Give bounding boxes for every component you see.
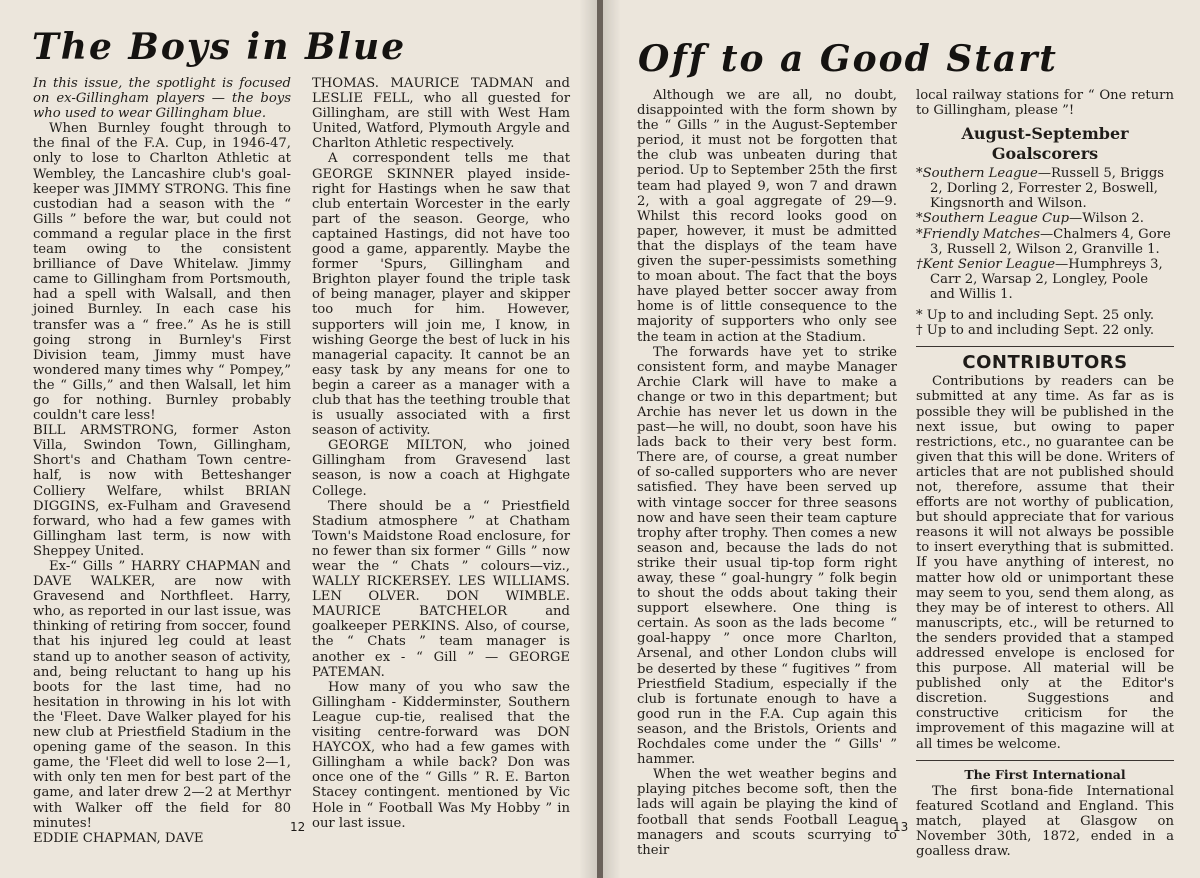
- goalscorer-entry: [916, 166, 1174, 211]
- scorer-names: —Humphreys 3, Carr 2, Warsap 2, Longley, Poole and Willis 1.: [930, 256, 1163, 302]
- first-international-heading: The First International: [964, 766, 1126, 782]
- article-title-good-start: Off to a Good Start: [638, 38, 1058, 80]
- paragraph: BILL ARMSTRONG, former Aston Villa, Swindon Town, Gillingham, Short's and Chatham Town centre-half, is now with Betteshanger Colliery Welfare, whilst BRIAN DIGGINS, ex-Fulham and Gravesend forward, who had a few games with Gillingham last term, is now with Sheppey United.: [33, 423, 291, 559]
- paragraph: There should be a “ Priestfield Stadium atmosphere ” at Chatham Town's Maidstone Road enclosure, for no fewer than six former “ Gills ” now wear the “ Chats ” colours—viz., WALLY RICKERSEY. LES WILLIAMS. LEN OLVER. DON WIMBLE. MAURICE BATCHELOR and goalkeeper PERKINS. Also, of course, the “ Chats ” team manager is another ex - “ Gill ” — GEORGE PATEMAN.: [312, 498, 570, 680]
- competition-name: *Southern League Cup: [916, 211, 1070, 227]
- paragraph: Although we are all, no doubt, disappointed with the form shown by the “ Gills ” in the August-September period, it must not be forgotten that the club was unbeaten during that period. Up to September 25th the first team had played 9, won 7 and drawn 2, with a goal aggregate of 29—9. Whilst this record looks good on paper, however, it must be admitted that the displays of the team have given the super-pessimists something to moan about. The fact that the boys have played better soccer away from home is of little consequence to the majority of supporters who only see the team in action at the Stadium.: [637, 88, 897, 345]
- footnote: * Up to and including Sept. 25 only.: [916, 308, 1155, 324]
- left-page: [0, 0, 597, 878]
- contributors-text: Contributions by readers can be submitted at any time. As far as is possible they will be published in the next issue, but owing to paper restrictions, etc., no guarantee can be given that this will be done. Writers of articles that are not published should not, therefore, assume that their efforts are not worthy of publication, but should appreciate that for various reasons it will not always be possible to insert everything that is submitted. If you have anything of interest, no matter how old or unimportant these may seem to you, send them along, as they may be of interest to others. All manuscripts, etc., will be returned to the senders provided that a stamped addressed envelope is enclosed for this purpose. All material will be published only at the Editor's discretion. Suggestions and constructive criticism for the improvement of this magazine will at all times be welcome.: [916, 374, 1174, 752]
- footnotes: [916, 308, 1174, 338]
- paragraph: The forwards have yet to strike consistent form, and maybe Manager Archie Clark will have to make a change or two in this department; but Archie has never let us down in the past—he will, no doubt, soon have his lads back to their very best form. There are, of course, a great number of so-called supporters who are never satisfied. They have been served up with vintage soccer for three seasons now and have seen their team capture trophy after trophy. Then comes a new season and, because the lads do not strike their usual tip-top form right away, these “ goal-hungry ” folk begin to shout the odds about taking their support elsewhere. One thing is certain. As soon as the lads become “ goal-happy ” once more Charlton, Arsenal, and other London clubs will be deserted by these “ fugitives ” from Priestfield Stadium, especially if the club is fortunate enough to have a good run in the F.A. Cup again this season, and the Bristols, Orients and Rochdales come under the “ Gills' ” hammer.: [637, 344, 897, 768]
- paragraph: GEORGE MILTON, who joined Gillingham from Gravesend last season, is now a coach at Highgate College.: [312, 438, 570, 499]
- paragraph: In this issue, the spotlight is focused on ex-Gillingham players — the boys who used to wear Gillingham blue.: [33, 76, 291, 122]
- right-column-1: [637, 88, 897, 858]
- scorer-names: —Chalmers 4, Gore 3, Russell 2, Wilson 2, Granville 1.: [930, 226, 1171, 257]
- paragraph: When the wet weather begins and playing pitches become soft, then the lads will again be playing the kind of football that sends Football League managers and scouts scurrying to their: [637, 767, 897, 858]
- continued-text: local railway stations for “ One return to Gillingham, please ”!: [916, 88, 1174, 119]
- divider: [916, 346, 1174, 347]
- scorer-names: —Russell 5, Briggs 2, Dorling 2, Forrester 2, Boswell, Kingsnorth and Wilson.: [930, 166, 1165, 212]
- goalscorer-entry: [916, 257, 1174, 302]
- page-fold-shadow: [579, 0, 597, 878]
- article-title-boys-in-blue: The Boys in Blue: [32, 26, 407, 68]
- paragraph: EDDIE CHAPMAN, DAVE: [33, 830, 204, 846]
- footnote: † Up to and including Sept. 22 only.: [916, 323, 1155, 339]
- paragraph: When Burnley fought through to the final of the F.A. Cup, in 1946-47, only to lose to Charlton Athletic at Wembley, the Lancashire club's goal-keeper was JIMMY STRONG. This fine custodian had a season with the “ Gills ” before the war, but could not command a regular place in the first team owing to the consistent brilliance of Dave Whitelaw. Jimmy came to Gillingham from Portsmouth, had a spell with Walsall, and then joined Burnley. In each case his transfer was a “ free.” As he is still going strong in Burnley's First Division team, Jimmy must have wondered many times why “ Pompey,” the “ Gills,” and then Walsall, let him go for nothing. Burnley probably couldn't care less!: [33, 121, 291, 424]
- left-column-2: [312, 76, 570, 831]
- page-fold-shadow: [603, 0, 621, 878]
- right-page: [603, 0, 1200, 878]
- paragraph: Ex-“ Gills ” HARRY CHAPMAN and DAVE WALKER, are now with Gravesend and Northfleet. Harry, who, as reported in our last issue, was thinking of retiring from soccer, found that his injured leg could at least stand up to another season of activity, and, being reluctant to hang up his boots for the last time, had no hesitation in throwing in his lot with the 'Fleet. Dave Walker played for his new club at Priestfield Stadium in the opening game of the season. In this game, the 'Fleet did well to lose 2—1, with only ten men for best part of the game, and later drew 2—2 at Merthyr with Walker off the field for 80 minutes!: [33, 559, 291, 831]
- left-column-1: [33, 76, 291, 846]
- contributors-heading: CONTRIBUTORS: [962, 352, 1128, 374]
- first-international-text: The first bona-fide International featured Scotland and England. This match, played at Glasgow on November 30th, 1872, ended in a goalless draw.: [916, 783, 1174, 860]
- scorer-names: —Wilson 2.: [1069, 211, 1144, 227]
- goalscorers-list: [916, 166, 1174, 302]
- page-number: 12: [290, 820, 306, 834]
- divider: [916, 760, 1174, 761]
- paragraph: THOMAS. MAURICE TADMAN and LESLIE FELL, who all guested for Gillingham, are still with West Ham United, Watford, Plymouth Argyle and Charlton Athletic respectively.: [312, 76, 570, 152]
- page-number: 13: [893, 820, 909, 834]
- goalscorers-heading: August-September Goalscorers: [961, 124, 1129, 164]
- goalscorer-entry: [916, 211, 1174, 226]
- paragraph: How many of you who saw the Gillingham - Kidderminster, Southern League cup-tie, realised that the visiting centre-forward was DON HAYCOX, who had a few games with Gillingham a while back? Don was once one of the “ Gills ” R. E. Barton Stacey contingent. mentioned by Vic Hole in “ Football Was My Hobby ” in our last issue.: [312, 679, 570, 831]
- competition-name: *Friendly Matches: [916, 226, 1040, 242]
- goalscorer-entry: [916, 227, 1174, 257]
- competition-name: *Southern League: [916, 166, 1038, 182]
- right-column-2: [916, 88, 1174, 859]
- paragraph: A correspondent tells me that GEORGE SKINNER played inside-right for Hastings when he saw that club entertain Worcester in the early part of the season. George, who captained Hastings, did not have too good a game, apparently. Maybe the former 'Spurs, Gillingham and Brighton player found the triple task of being manager, player and skipper too much for him. However, supporters will join me, I know, in wishing George the best of luck in his managerial capacity. It cannot be an easy task by any means for one to begin a career as a manager with a club that has the teething trouble that is usually associated with a first season of activity.: [312, 151, 570, 439]
- competition-name: †Kent Senior League: [916, 256, 1056, 272]
